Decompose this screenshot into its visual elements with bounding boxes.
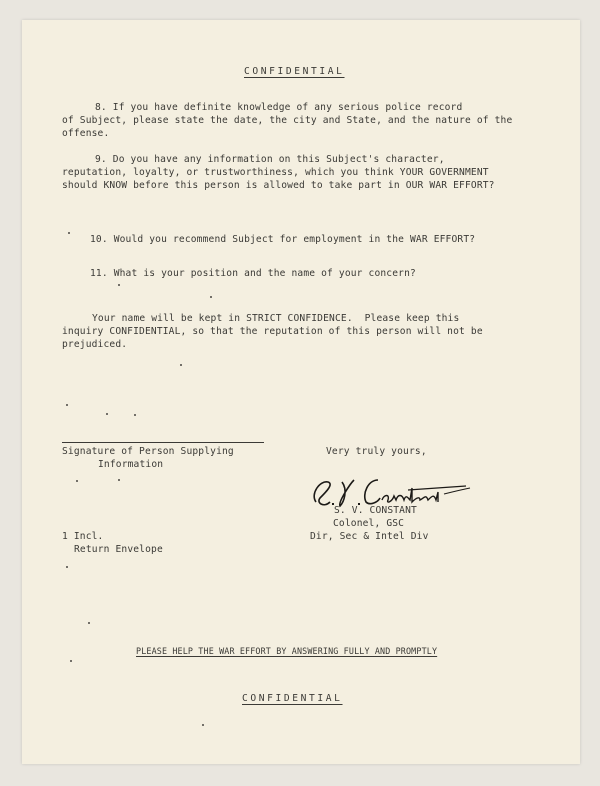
- signature-line: [62, 442, 264, 443]
- notice-line1: Your name will be kept in STRICT CONFIDENCE. Please keep this: [92, 313, 460, 324]
- enclosure-line2: Return Envelope: [74, 544, 163, 555]
- ink-speck: [118, 284, 120, 286]
- ink-speck: [118, 479, 120, 481]
- ink-speck: [68, 232, 70, 234]
- document-page: [22, 20, 580, 764]
- ink-speck: [88, 622, 90, 624]
- signer-office: Dir, Sec & Intel Div: [310, 531, 429, 542]
- enclosure-line1: 1 Incl.: [62, 531, 104, 542]
- ink-speck: [106, 413, 108, 415]
- signer-name: S. V. CONSTANT: [334, 505, 417, 516]
- ink-speck: [134, 414, 136, 416]
- notice-line3: prejudiced.: [62, 339, 128, 350]
- ink-speck: [180, 364, 182, 366]
- signature-label-line1: Signature of Person Supplying: [62, 446, 234, 457]
- ink-speck: [70, 660, 72, 662]
- header-confidential: CONFIDENTIAL: [244, 66, 345, 77]
- ink-speck: [66, 566, 68, 568]
- q10-text: 10. Would you recommend Subject for employment in the WAR EFFORT?: [90, 234, 476, 245]
- q8-line3: offense.: [62, 128, 110, 139]
- ink-speck: [76, 480, 78, 482]
- ink-speck: [66, 404, 68, 406]
- q11-text: 11. What is your position and the name of your concern?: [90, 268, 416, 279]
- appeal-text: PLEASE HELP THE WAR EFFORT BY ANSWERING FULLY AND PROMPTLY: [136, 646, 438, 656]
- signature-label-line2: Information: [98, 459, 164, 470]
- notice-line2: inquiry CONFIDENTIAL, so that the reputation of this person will not be: [62, 326, 483, 337]
- ink-speck: [202, 724, 204, 726]
- q9-line3: should KNOW before this person is allowed to take part in OUR WAR EFFORT?: [62, 180, 495, 191]
- q8-line1: 8. If you have definite knowledge of any serious police record: [95, 102, 463, 113]
- footer-confidential: CONFIDENTIAL: [242, 693, 343, 704]
- signer-rank: Colonel, GSC: [333, 518, 405, 529]
- q9-line2: reputation, loyalty, or trustworthiness, which you think YOUR GOVERNMENT: [62, 167, 489, 178]
- q9-line1: 9. Do you have any information on this Subject's character,: [95, 154, 445, 165]
- ink-speck: [210, 296, 212, 298]
- q8-line2: of Subject, please state the date, the city and State, and the nature of the: [62, 115, 513, 126]
- closing-text: Very truly yours,: [326, 446, 427, 457]
